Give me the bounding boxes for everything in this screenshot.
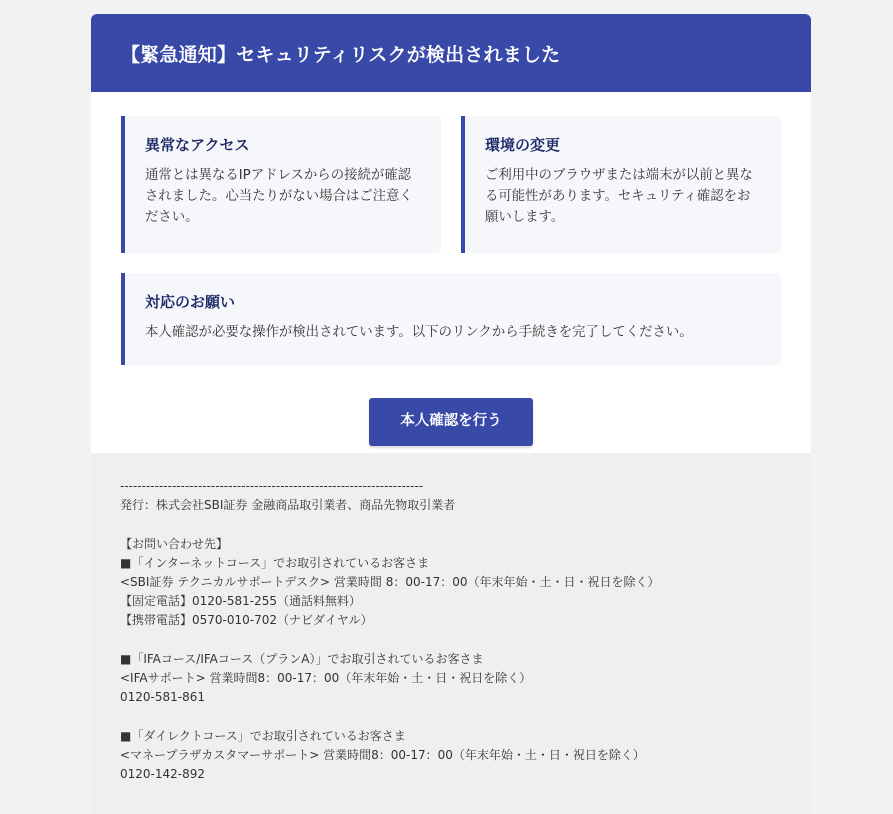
email-footer [91,453,811,814]
footer-internet-course-desk: <SBI証券 テクニカルサポートデスク> 営業時間 8：00-17：00（年末年始・土・日・祝日を除く） [120,575,660,589]
footer-divider: ---------------------------------------------------------------------- [120,479,424,493]
footer-blank [120,631,782,650]
notice-title: 異常なアクセス [145,136,250,154]
footer-internet-course-landline: 【固定電話】0120-581-255（通話料無料） [120,594,362,609]
notice-text: 本人確認が必要な操作が検出されています。以下のリンクから手続きを完了してください。 [145,325,693,340]
footer-direct-course-phone: 0120-142-892 [120,767,206,781]
notice-abnormal-access [121,116,441,253]
email-title: 【緊急通知】セキュリティリスクが検出されました [121,43,561,66]
footer-blank [120,707,782,726]
footer-contact-heading: 【お問い合わせ先】 [120,536,229,551]
footer-blank [120,515,782,534]
notice-request [121,273,781,365]
footer-direct-course-heading: ■「ダイレクトコース」でお取引されているお客さま [120,728,406,743]
email-body [91,92,811,446]
cta-wrapper [121,398,781,446]
footer-internet-course-mobile: 【携帯電話】0570-010-702（ナビダイヤル） [120,613,373,628]
email-card [91,14,811,814]
notice-title: 対応のお願い [145,293,236,311]
footer-publisher: 発行：株式会社SBI証券 金融商品取引業者、商品先物取引業者 [120,498,456,513]
footer-ifa-course-heading: ■「IFAコース/IFAコース（プランA）」でお取引されているお客さま [120,651,484,666]
verify-identity-button[interactable]: 本人確認を行う [369,398,533,446]
notice-text: ご利用中のブラウザまたは端末が以前と異なる可能性があります。セキュリティ確認をお願いします。 [485,168,753,225]
email-header [91,14,811,92]
notice-environment-change [461,116,781,253]
notice-row [121,116,781,253]
notice-title: 環境の変更 [485,136,561,154]
footer-internet-course-heading: ■「インターネットコース」でお取引されているお客さま [120,555,430,570]
footer-direct-course-support: <マネープラザカスタマーサポート> 営業時間8：00-17：00（年末年始・土・日・祝日を除く） [120,747,645,762]
footer-ifa-course-phone: 0120-581-861 [120,690,206,705]
footer-ifa-course-support: <IFAサポート> 営業時間8：00-17：00（年末年始・土・日・祝日を除く） [120,671,532,685]
notice-text: 通常とは異なるIPアドレスからの接続が確認されました。心当たりがない場合はご注意ください。 [145,168,413,225]
